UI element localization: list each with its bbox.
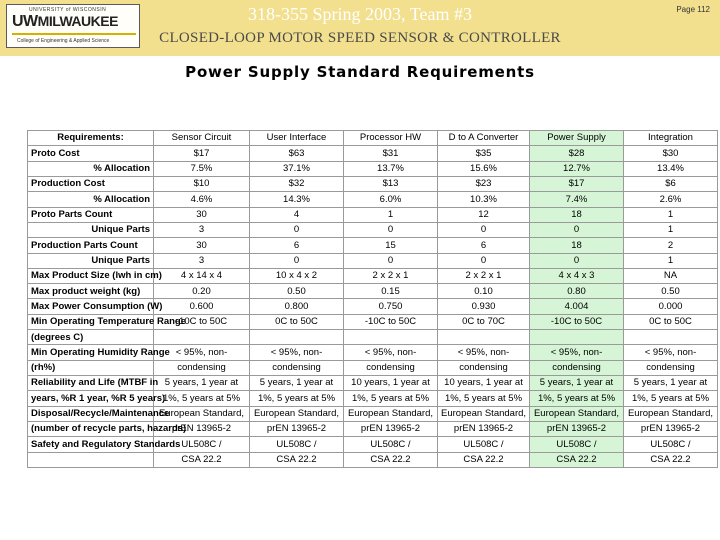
table-cell: prEN 13965-2	[154, 421, 250, 436]
table-cell: 2 x 2 x 1	[438, 268, 530, 283]
table-cell: 0.10	[438, 284, 530, 299]
table-cell: 1	[344, 207, 438, 222]
table-row	[28, 421, 718, 436]
table-cell: prEN 13965-2	[250, 421, 344, 436]
table-cell: prEN 13965-2	[624, 421, 718, 436]
table-cell: UL508C /	[344, 437, 438, 452]
logo-university-text: UNIVERSITY of WISCONSIN	[29, 7, 107, 13]
table-cell: $10	[154, 176, 250, 191]
row-label: Proto Parts Count	[28, 207, 154, 222]
table-cell: prEN 13965-2	[530, 421, 624, 436]
table-row	[28, 406, 718, 421]
table-cell: condensing	[624, 360, 718, 375]
table-cell: 1	[624, 253, 718, 268]
table-cell: 15	[344, 238, 438, 253]
table-cell: $30	[624, 146, 718, 161]
table-cell: 6.0%	[344, 192, 438, 207]
table-cell: < 95%, non-	[530, 345, 624, 360]
row-label: Disposal/Recycle/Maintenance	[28, 406, 154, 421]
table-cell: condensing	[154, 360, 250, 375]
table-cell: UL508C /	[624, 437, 718, 452]
table-cell: 2	[624, 238, 718, 253]
table-cell: < 95%, non-	[624, 345, 718, 360]
requirements-table	[27, 130, 718, 468]
column-header: Integration	[624, 131, 718, 146]
table-cell	[344, 330, 438, 345]
table-cell: 1%, 5 years at 5%	[344, 391, 438, 406]
table-cell: $31	[344, 146, 438, 161]
row-label: Min Operating Humidity Range	[28, 345, 154, 360]
table-cell: $35	[438, 146, 530, 161]
column-header: User Interface	[250, 131, 344, 146]
table-cell: < 95%, non-	[438, 345, 530, 360]
row-label: years, %R 1 year, %R 5 years)	[28, 391, 154, 406]
table-row	[28, 345, 718, 360]
table-cell: European Standard,	[250, 406, 344, 421]
table-cell: 0	[344, 222, 438, 237]
table-cell: 0.000	[624, 299, 718, 314]
table-cell: 2.6%	[624, 192, 718, 207]
row-label: Reliability and Life (MTBF in	[28, 376, 154, 391]
table-cell	[250, 330, 344, 345]
table-cell: $28	[530, 146, 624, 161]
table-cell: 0	[438, 253, 530, 268]
table-cell: CSA 22.2	[530, 452, 624, 467]
table-cell: 10 x 4 x 2	[250, 268, 344, 283]
table-cell	[154, 330, 250, 345]
table-row	[28, 253, 718, 268]
table-cell: 0	[250, 222, 344, 237]
logo-uw-text: UW	[12, 13, 38, 30]
row-label: Min Operating Temperature Range	[28, 314, 154, 329]
table-cell: 6	[438, 238, 530, 253]
project-subtitle: CLOSED-LOOP MOTOR SPEED SENSOR & CONTROLLER	[159, 30, 561, 46]
table-cell: 0	[344, 253, 438, 268]
table-cell: 4.004	[530, 299, 624, 314]
table-cell: 5 years, 1 year at	[530, 376, 624, 391]
logo-college-text: College of Engineering & Applied Science	[17, 38, 110, 44]
row-label: Safety and Regulatory Standards	[28, 437, 154, 452]
table-cell: $23	[438, 176, 530, 191]
table-cell: 1%, 5 years at 5%	[250, 391, 344, 406]
table-cell: condensing	[530, 360, 624, 375]
table-cell: 14.3%	[250, 192, 344, 207]
table-cell: 0.20	[154, 284, 250, 299]
table-row	[28, 376, 718, 391]
table-cell: 1%, 5 years at 5%	[154, 391, 250, 406]
table-cell: 15.6%	[438, 161, 530, 176]
table-row	[28, 192, 718, 207]
table-cell: European Standard,	[438, 406, 530, 421]
page-number: Page 112	[676, 5, 710, 14]
table-cell: 0	[250, 253, 344, 268]
table-cell: UL508C /	[438, 437, 530, 452]
table-cell: $17	[530, 176, 624, 191]
table-cell: -10C to 50C	[344, 314, 438, 329]
row-label: Max Product Size (lwh in cm)	[28, 268, 154, 283]
table-cell: 4	[250, 207, 344, 222]
row-label: Max product weight (kg)	[28, 284, 154, 299]
table-cell	[624, 330, 718, 345]
table-cell: European Standard,	[344, 406, 438, 421]
table-row	[28, 299, 718, 314]
table-cell: European Standard,	[530, 406, 624, 421]
table-row	[28, 222, 718, 237]
table-row	[28, 437, 718, 452]
table-row	[28, 391, 718, 406]
table-cell: < 95%, non-	[344, 345, 438, 360]
table-row	[28, 176, 718, 191]
table-row	[28, 268, 718, 283]
table-cell: 13.4%	[624, 161, 718, 176]
table-cell: 10.3%	[438, 192, 530, 207]
table-cell: CSA 22.2	[624, 452, 718, 467]
table-row	[28, 146, 718, 161]
table-cell: CSA 22.2	[250, 452, 344, 467]
table-cell: European Standard,	[154, 406, 250, 421]
requirements-header: Requirements:	[28, 131, 154, 146]
table-cell: 12	[438, 207, 530, 222]
table-cell: 30	[154, 207, 250, 222]
table-cell: $17	[154, 146, 250, 161]
table-cell: 0.15	[344, 284, 438, 299]
table-cell: 0.80	[530, 284, 624, 299]
course-title: 318-355 Spring 2003, Team #3	[248, 4, 472, 24]
table-row	[28, 284, 718, 299]
row-label	[28, 452, 154, 467]
table-cell	[438, 330, 530, 345]
table-cell: 4 x 14 x 4	[154, 268, 250, 283]
row-label: Max Power Consumption (W)	[28, 299, 154, 314]
table-cell: UL508C /	[154, 437, 250, 452]
row-label: (number of recycle parts, hazards)	[28, 421, 154, 436]
table-cell: $13	[344, 176, 438, 191]
table-cell: NA	[624, 268, 718, 283]
table-cell: 10 years, 1 year at	[344, 376, 438, 391]
table-row	[28, 314, 718, 329]
table-cell: UL508C /	[250, 437, 344, 452]
table-cell: condensing	[250, 360, 344, 375]
table-cell: 4.6%	[154, 192, 250, 207]
row-label: (degrees C)	[28, 330, 154, 345]
table-cell: 13.7%	[344, 161, 438, 176]
table-cell: -10C to 50C	[154, 314, 250, 329]
table-cell: < 95%, non-	[154, 345, 250, 360]
table-cell: $6	[624, 176, 718, 191]
column-header: Power Supply	[530, 131, 624, 146]
row-label: Proto Cost	[28, 146, 154, 161]
table-cell: 30	[154, 238, 250, 253]
table-cell: 5 years, 1 year at	[624, 376, 718, 391]
table-cell: 10 years, 1 year at	[438, 376, 530, 391]
row-label: Unique Parts	[28, 222, 154, 237]
table-cell: 0	[530, 253, 624, 268]
table-cell: 1	[624, 222, 718, 237]
logo-milwaukee-text: MILWAUKEE	[37, 13, 118, 29]
table-row	[28, 207, 718, 222]
table-cell: 0	[530, 222, 624, 237]
table-cell: 0.800	[250, 299, 344, 314]
table-cell: CSA 22.2	[344, 452, 438, 467]
table-cell: 0.750	[344, 299, 438, 314]
table-cell: 18	[530, 207, 624, 222]
table-cell: CSA 22.2	[438, 452, 530, 467]
table-cell	[530, 330, 624, 345]
table-row	[28, 330, 718, 345]
table-cell: European Standard,	[624, 406, 718, 421]
table-cell: 37.1%	[250, 161, 344, 176]
table-cell: CSA 22.2	[154, 452, 250, 467]
table-row	[28, 452, 718, 467]
row-label: % Allocation	[28, 161, 154, 176]
table-cell: 18	[530, 238, 624, 253]
table-cell: condensing	[438, 360, 530, 375]
row-label: (rh%)	[28, 360, 154, 375]
table-cell: 5 years, 1 year at	[250, 376, 344, 391]
table-cell: 0.50	[250, 284, 344, 299]
table-cell: 1%, 5 years at 5%	[530, 391, 624, 406]
table-cell: 0C to 50C	[250, 314, 344, 329]
column-header: Processor HW	[344, 131, 438, 146]
table-cell: 0.50	[624, 284, 718, 299]
table-cell: 7.5%	[154, 161, 250, 176]
table-cell: 0.930	[438, 299, 530, 314]
row-label: Unique Parts	[28, 253, 154, 268]
table-cell: 12.7%	[530, 161, 624, 176]
row-label: Production Cost	[28, 176, 154, 191]
row-label: % Allocation	[28, 192, 154, 207]
table-cell: 0	[438, 222, 530, 237]
table-cell: 6	[250, 238, 344, 253]
table-cell: 4 x 4 x 3	[530, 268, 624, 283]
table-cell: 3	[154, 222, 250, 237]
table-row	[28, 360, 718, 375]
table-cell: prEN 13965-2	[344, 421, 438, 436]
column-header: D to A Converter	[438, 131, 530, 146]
table-cell: 0C to 70C	[438, 314, 530, 329]
table-cell: $63	[250, 146, 344, 161]
table-cell: 5 years, 1 year at	[154, 376, 250, 391]
table-row	[28, 161, 718, 176]
table-cell: UL508C /	[530, 437, 624, 452]
table-cell: -10C to 50C	[530, 314, 624, 329]
table-cell: 1%, 5 years at 5%	[624, 391, 718, 406]
table-cell: 1%, 5 years at 5%	[438, 391, 530, 406]
table-row	[28, 238, 718, 253]
table-cell: 3	[154, 253, 250, 268]
table-cell: condensing	[344, 360, 438, 375]
column-header: Sensor Circuit	[154, 131, 250, 146]
table-cell: 0.600	[154, 299, 250, 314]
table-cell: 0C to 50C	[624, 314, 718, 329]
header-row	[28, 131, 718, 146]
row-label: Production Parts Count	[28, 238, 154, 253]
table-cell: 7.4%	[530, 192, 624, 207]
page-title: Power Supply Standard Requirements	[185, 63, 535, 81]
table-cell: 2 x 2 x 1	[344, 268, 438, 283]
table-cell: < 95%, non-	[250, 345, 344, 360]
header-banner	[0, 0, 720, 56]
table-cell: $32	[250, 176, 344, 191]
table-cell: 1	[624, 207, 718, 222]
table-cell: prEN 13965-2	[438, 421, 530, 436]
